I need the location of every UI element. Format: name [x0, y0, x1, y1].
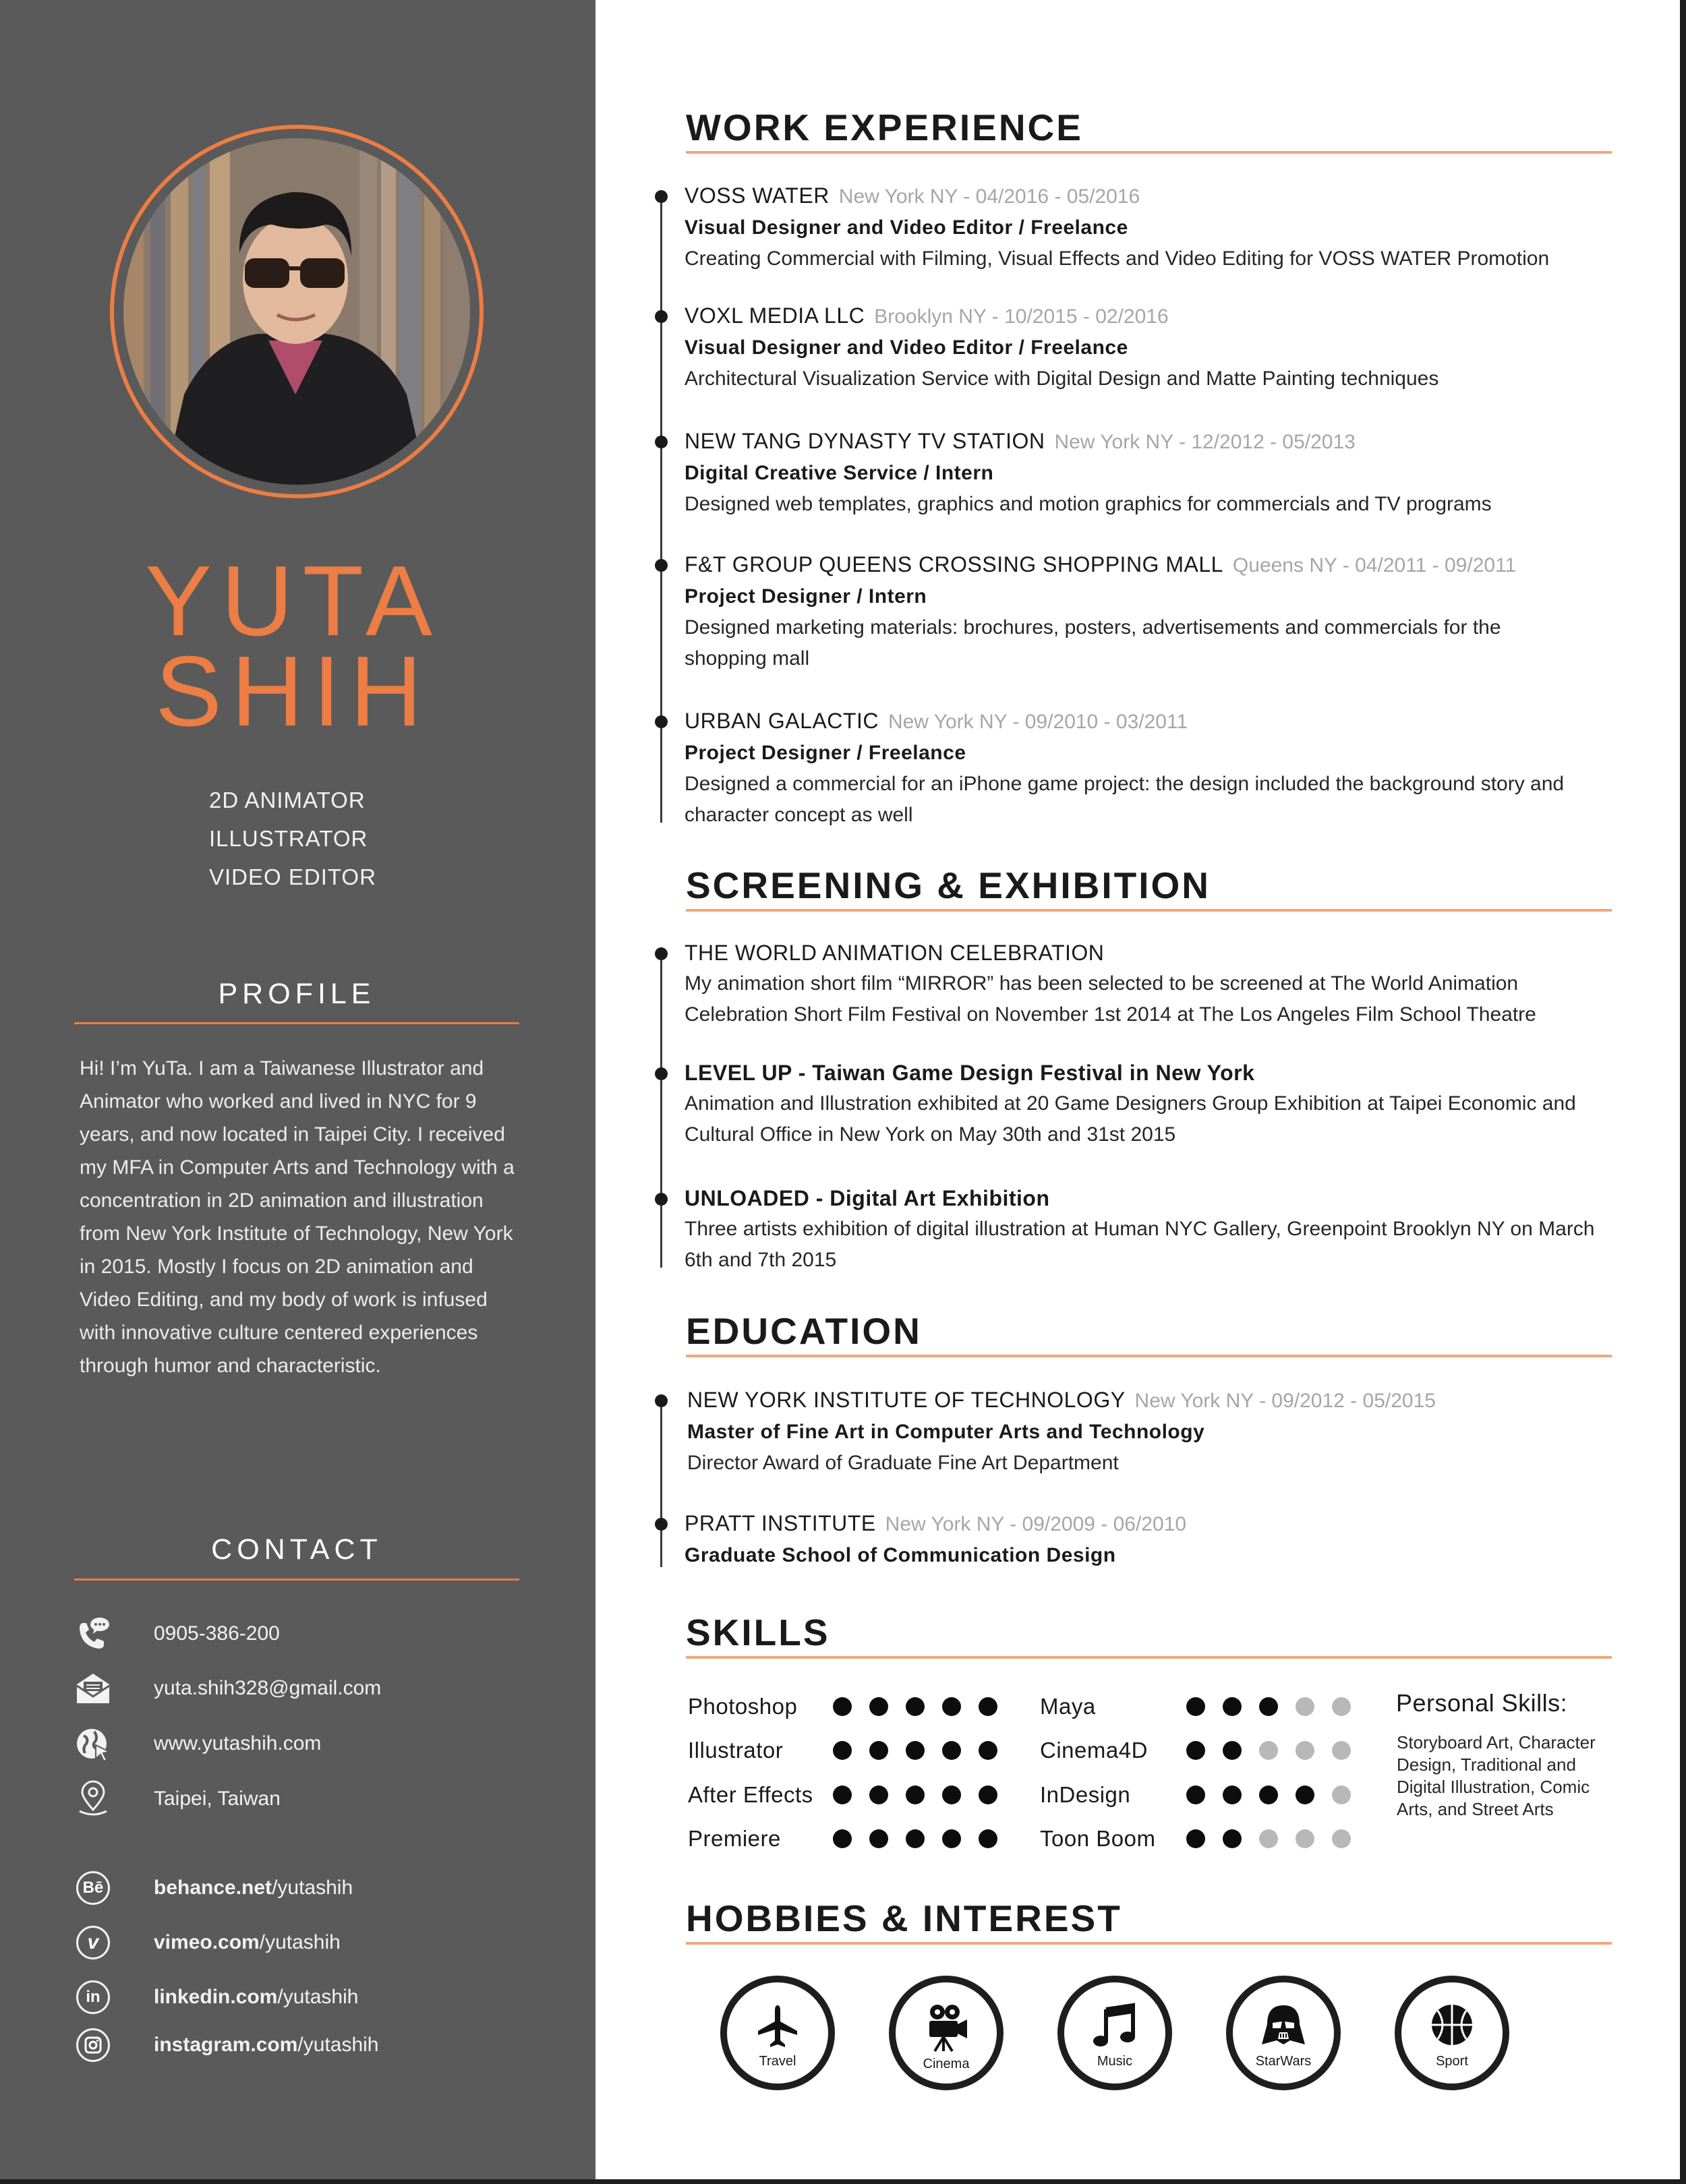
timeline-dot [655, 559, 668, 572]
skill-dot-filled [1223, 1697, 1242, 1716]
education-meta: New York NY - 09/2012 - 05/2015 [1134, 1390, 1436, 1412]
hobbies-divider [686, 1942, 1612, 1945]
skills-heading: SKILLS [686, 1612, 830, 1653]
skill-name: Illustrator [688, 1738, 784, 1763]
screening-desc: Three artists exhibition of digital illustration at Human NYC Gallery, Greenpoint Brooklyn NY on March 6th and 7th 2015 [685, 1218, 1595, 1271]
work-desc: Architectural Visualization Service with Digital Design and Matte Painting techniques [685, 367, 1439, 390]
film-camera-icon [923, 2003, 970, 2053]
screening-divider [686, 909, 1612, 912]
work-desc: Designed marketing materials: brochures, posters, advertisements and commercials for the shopping mall [685, 616, 1501, 670]
skill-dot-filled [869, 1785, 888, 1804]
skill-dot-empty [1332, 1785, 1351, 1804]
location-text: Taipei, Taiwan [154, 1788, 281, 1810]
education-entry [685, 1508, 1615, 1571]
work-org: URBAN GALACTIC [685, 709, 879, 733]
skill-name: Photoshop [688, 1694, 798, 1719]
behance-link[interactable]: behance.net/yutashih [154, 1877, 353, 1899]
timeline-dot [655, 310, 668, 323]
skill-dot-filled [1223, 1785, 1242, 1804]
website-text[interactable]: www.yutashih.com [154, 1732, 322, 1754]
skill-dot-filled [869, 1741, 888, 1760]
timeline-dot [655, 190, 668, 203]
phone-chat-icon [74, 1615, 112, 1653]
contact-phone [74, 1614, 280, 1654]
skill-dot-empty [1259, 1829, 1278, 1848]
skill-dot-filled [869, 1829, 888, 1848]
work-org: VOSS WATER [685, 183, 830, 208]
skill-dot-filled [979, 1697, 997, 1716]
screening-entry [685, 1057, 1615, 1150]
skill-dot-filled [1186, 1697, 1205, 1716]
skill-dot-empty [1332, 1697, 1351, 1716]
skill-dot-filled [979, 1741, 997, 1760]
skill-dot-empty [1296, 1741, 1314, 1760]
darth-vader-icon [1259, 2003, 1308, 2050]
hobby-label: Music [1097, 2054, 1133, 2069]
hobby-starwars [1226, 1976, 1341, 2090]
hobby-sport [1395, 1976, 1509, 2090]
timeline-dot [655, 1518, 668, 1531]
skill-name: Toon Boom [1040, 1826, 1156, 1851]
work-desc: Designed web templates, graphics and motion graphics for commercials and TV programs [685, 493, 1492, 515]
skill-dot-filled [906, 1741, 925, 1760]
education-heading: EDUCATION [686, 1310, 922, 1352]
hobbies-heading: HOBBIES & INTEREST [686, 1897, 1122, 1939]
name-first: YUTA [145, 545, 442, 657]
education-entry [687, 1384, 1618, 1479]
screening-title: UNLOADED - Digital Art Exhibition [685, 1186, 1050, 1210]
profile-photo-frame [110, 125, 484, 498]
skill-dot-empty [1332, 1829, 1351, 1848]
contact-email [74, 1668, 382, 1709]
location-pin-icon [74, 1780, 112, 1818]
skill-dot-filled [1259, 1697, 1278, 1716]
linkedin-icon: in [76, 1980, 110, 2014]
skill-dot-filled [979, 1785, 997, 1804]
skill-dot-filled [906, 1785, 925, 1804]
work-entry [685, 425, 1615, 520]
personal-skills-text: Storyboard Art, Character Design, Traditional and Digital Illustration, Comic Arts, and Street Arts [1397, 1732, 1596, 1819]
skill-dot-filled [833, 1741, 852, 1760]
instagram-icon [76, 2028, 110, 2062]
profile-divider [74, 1022, 519, 1024]
work-entry [685, 705, 1615, 831]
hobby-cinema [889, 1976, 1004, 2090]
skill-row [688, 1778, 1015, 1812]
skills-divider [686, 1656, 1612, 1659]
contact-divider [74, 1578, 519, 1581]
contact-heading: CONTACT [211, 1533, 382, 1566]
education-divider [686, 1355, 1612, 1357]
vimeo-icon: v [76, 1926, 110, 1959]
skill-name: InDesign [1040, 1782, 1131, 1807]
skill-dot-empty [1296, 1697, 1314, 1716]
profile-photo [123, 138, 470, 485]
hobby-label: StarWars [1255, 2054, 1312, 2069]
education-timeline [660, 1398, 662, 1567]
timeline-dot [655, 436, 668, 448]
skill-dot-filled [1223, 1741, 1242, 1760]
screening-title: LEVEL UP - Taiwan Game Design Festival in New York [685, 1061, 1255, 1085]
page-frame-right [1680, 0, 1686, 2184]
work-role: Visual Designer and Video Editor / Freelance [685, 336, 1128, 359]
behance-icon: Bē [76, 1871, 110, 1905]
skill-dot-filled [1186, 1829, 1205, 1848]
airplane-icon [754, 2003, 801, 2050]
work-role: Digital Creative Service / Intern [685, 462, 994, 484]
skill-dot-filled [942, 1697, 961, 1716]
work-org: F&T GROUP QUEENS CROSSING SHOPPING MALL [685, 552, 1223, 577]
education-meta: New York NY - 09/2009 - 06/2010 [885, 1513, 1187, 1535]
hobby-label: Travel [759, 2054, 796, 2069]
sidebar [0, 0, 595, 2179]
skill-name: After Effects [688, 1782, 813, 1807]
skill-row [688, 1822, 1015, 1856]
basketball-icon [1430, 2003, 1474, 2047]
skill-name: Premiere [688, 1826, 781, 1851]
skill-dot-filled [1223, 1829, 1242, 1848]
skill-dot-filled [833, 1697, 852, 1716]
work-role: Project Designer / Freelance [685, 742, 966, 764]
education-school: PRATT INSTITUTE [685, 1511, 876, 1535]
skill-name: Maya [1040, 1694, 1096, 1719]
skill-dot-empty [1259, 1741, 1278, 1760]
name-last: SHIH [155, 636, 432, 747]
skill-dot-filled [979, 1829, 997, 1848]
work-desc: Creating Commercial with Filming, Visual Effects and Video Editing for VOSS WATER Promotion [685, 247, 1550, 270]
envelope-icon [74, 1670, 112, 1707]
education-school: NEW YORK INSTITUTE OF TECHNOLOGY [687, 1388, 1126, 1412]
work-entry [685, 300, 1615, 394]
social-instagram [74, 2025, 379, 2065]
music-note-icon [1091, 2003, 1138, 2050]
hobby-label: Sport [1436, 2054, 1468, 2069]
work-experience-heading: WORK EXPERIENCE [686, 107, 1083, 148]
work-entry [685, 180, 1615, 274]
work-role: Visual Designer and Video Editor / Freelance [685, 216, 1128, 239]
work-org: VOXL MEDIA LLC [685, 303, 865, 328]
screening-title: THE WORLD ANIMATION CELEBRATION [685, 941, 1105, 965]
instagram-link[interactable]: instagram.com/yutashih [154, 2034, 379, 2056]
work-entry [685, 549, 1615, 674]
hobby-travel [720, 1976, 835, 2090]
screening-entry [685, 1183, 1615, 1276]
screening-heading: SCREENING & EXHIBITION [686, 864, 1211, 906]
skill-dot-filled [942, 1741, 961, 1760]
social-linkedin [74, 1977, 359, 2017]
work-meta: Brooklyn NY - 10/2015 - 02/2016 [874, 305, 1169, 328]
skill-row [1040, 1690, 1368, 1723]
work-meta: New York NY - 09/2010 - 03/2011 [888, 711, 1188, 733]
hobby-label: Cinema [923, 2057, 970, 2071]
timeline-dot [655, 1394, 668, 1407]
skill-row [688, 1734, 1015, 1767]
timeline-dot [655, 947, 668, 960]
timeline-dot [655, 1193, 668, 1206]
email-text[interactable]: yuta.shih328@gmail.com [154, 1677, 382, 1699]
work-role: Project Designer / Intern [685, 585, 927, 608]
contact-location [74, 1779, 281, 1819]
skill-row [1040, 1778, 1368, 1812]
profile-text: Hi! I’m YuTa. I am a Taiwanese Illustrator and Animator who worked and lived in NYC for 9 years, and now located in Taipei City. I received my MFA in Computer Arts and Technology with a concentration in 2D animation and illustration from New York Institute of Technology, New York in 2015. Mostly I focus on 2D animation and Video Editing, and my body of work is infused with innovative culture centered experiences through humor and characteristic. [80, 1057, 515, 1377]
personal-skills-title: Personal Skills: [1396, 1689, 1568, 1717]
contact-website [74, 1723, 322, 1764]
skill-dot-empty [1332, 1741, 1351, 1760]
linkedin-link[interactable]: linkedin.com/yutashih [154, 1986, 359, 2008]
education-degree: Master of Fine Art in Computer Arts and Technology [687, 1421, 1205, 1443]
skill-dot-filled [1259, 1785, 1278, 1804]
hobby-music [1057, 1976, 1172, 2090]
skill-dot-filled [906, 1829, 925, 1848]
education-desc: Director Award of Graduate Fine Art Department [687, 1452, 1119, 1474]
skill-dot-filled [869, 1697, 888, 1716]
skill-dot-filled [1186, 1785, 1205, 1804]
phone-text[interactable]: 0905-386-200 [154, 1622, 280, 1645]
social-vimeo [74, 1922, 341, 1963]
screening-entry [685, 937, 1615, 1030]
timeline-dot [655, 1067, 668, 1080]
social-behance [74, 1868, 353, 1908]
work-meta: New York NY - 04/2016 - 05/2016 [838, 185, 1140, 208]
work-desc: Designed a commercial for an iPhone game project: the design included the background story and character concept as well [685, 773, 1565, 826]
work-experience-divider [686, 151, 1612, 154]
skill-row [1040, 1734, 1368, 1767]
screening-timeline [660, 952, 662, 1268]
skill-dot-filled [1186, 1741, 1205, 1760]
skill-row [688, 1690, 1015, 1723]
skill-dot-filled [906, 1697, 925, 1716]
skill-dot-filled [1296, 1785, 1314, 1804]
page-frame-bottom [0, 2179, 1686, 2184]
work-meta: Queens NY - 04/2011 - 09/2011 [1232, 554, 1517, 577]
screening-desc: My animation short film “MIRROR” has been selected to be screened at The World Animation Celebration Short Film Festival on November 1st 2014 at The Los Angeles Film School Theatre [685, 972, 1536, 1026]
skill-dot-filled [942, 1829, 961, 1848]
job-titles [209, 781, 376, 896]
skill-dot-filled [942, 1785, 961, 1804]
education-degree: Graduate School of Communication Design [685, 1544, 1116, 1566]
skill-row [1040, 1822, 1368, 1856]
title-animator: 2D ANIMATOR [209, 788, 366, 813]
work-timeline [660, 196, 662, 823]
title-video-editor: VIDEO EDITOR [209, 864, 376, 889]
vimeo-link[interactable]: vimeo.com/yutashih [154, 1931, 341, 1953]
work-meta: New York NY - 12/2012 - 05/2013 [1054, 431, 1356, 453]
skill-dot-empty [1296, 1829, 1314, 1848]
work-org: NEW TANG DYNASTY TV STATION [685, 429, 1045, 453]
skill-name: Cinema4D [1040, 1738, 1148, 1763]
skill-dot-filled [833, 1785, 852, 1804]
screening-desc: Animation and Illustration exhibited at 20 Game Designers Group Exhibition at Taipei Economic and Cultural Office in New York on May 30th and 31st 2015 [685, 1092, 1576, 1146]
title-illustrator: ILLUSTRATOR [209, 826, 368, 851]
timeline-dot [655, 715, 668, 728]
globe-cursor-icon [74, 1725, 112, 1763]
skill-dot-filled [833, 1829, 852, 1848]
profile-heading: PROFILE [218, 978, 376, 1010]
